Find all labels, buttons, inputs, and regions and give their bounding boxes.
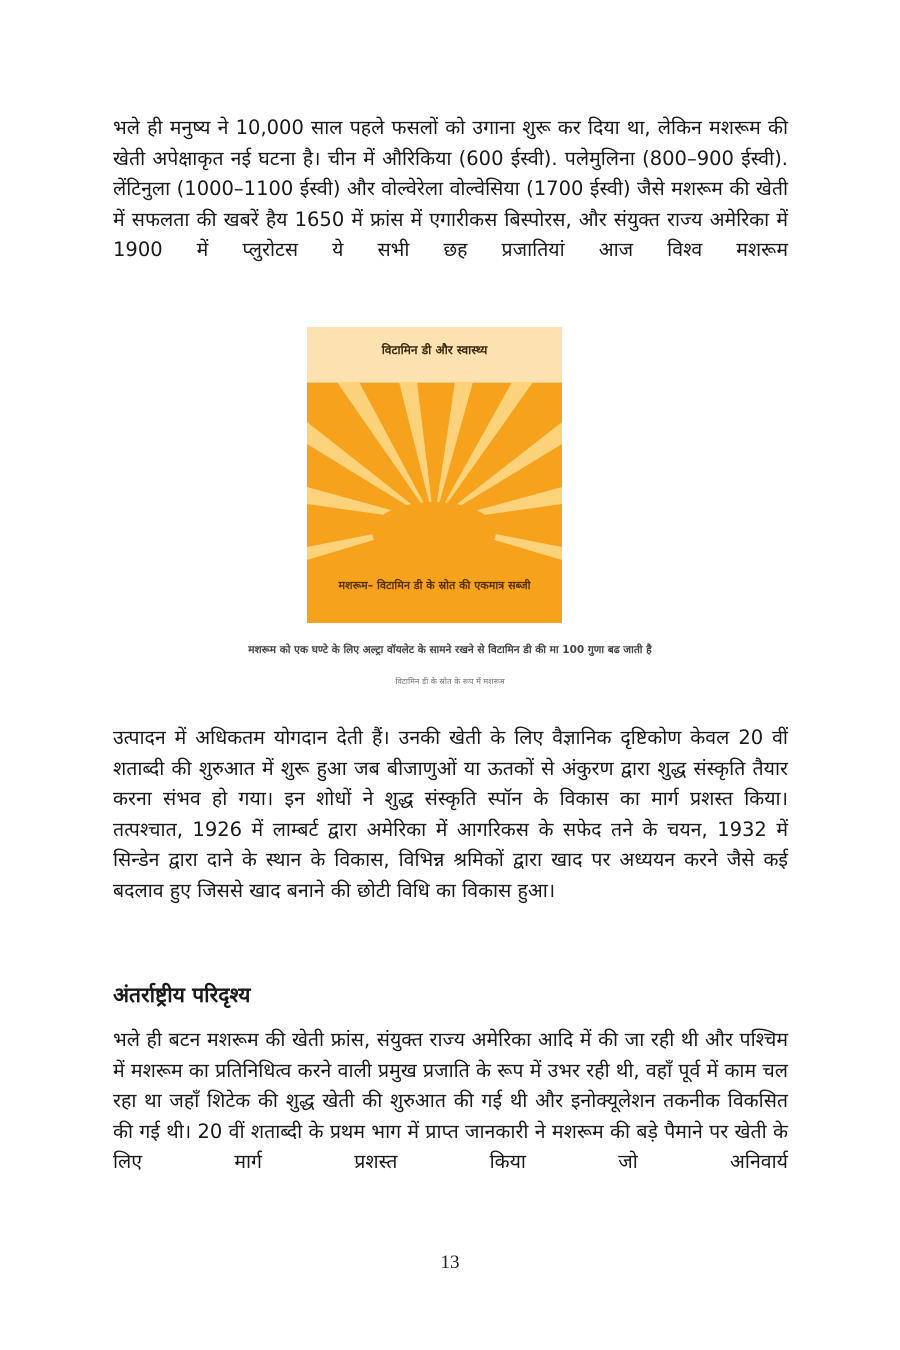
figure-title: विटामिन डी और स्वास्थ्य [381,343,488,357]
figure-inner-caption: मशरूम– विटामिन डी के स्रोत की एकमात्र सब्जी [338,579,531,592]
figure-vitamin-d-poster [307,327,562,623]
paragraph-international: भले ही बटन मशरूम की खेती फ्रांस, संयुक्त राज्य अमेरिका आदि में की जा रही थी और पश्चिम में मशरूम का प्रतिनिधित्व करने वाली प्रमुख प्रजाति के रूप में उभर रही थी, वहाँ पूर्व में काम चल रहा था जहाँ शिटेक की शुद्ध खेती की शुरुआत की गई थी और इनोक्यूलेशन तकनीक विकसित की गई थी। 20 वीं शताब्दी के प्रथम भाग में प्राप्त जानकारी ने मशरूम की बड़े पैमाने पर खेती के लिए मार्ग प्रशस्त किया जो अनिवार्य [113,1028,788,1173]
section-heading: अंतर्राष्ट्रीय परिदृश्य [113,983,251,1007]
figure-caption: मशरूम को एक घण्टे के लिए अल्ट्रा वॉयलेट के सामने रखने से विटामिन डी की मा 100 गुणा बढ जाती है [248,644,652,656]
figure-sub-caption: विटामिन डी के स्रोत के रूप में मशरूम [395,677,505,686]
figure-title-band [307,327,562,383]
page-number: 13 [440,1252,460,1273]
paragraph-intro: भले ही मनुष्य ने 10,000 साल पहले फसलों को उगाना शुरू कर दिया था, लेकिन मशरूम की खेती अपेक्षाकृत नई घटना है। चीन में औरिकिया (600 ईस्वी). पलेमुलिना (800–900 ईस्वी). लेंटिनुला (1000–1100 ईस्वी) और वोल्वेरेला वोल्वेसिया (1700 ईस्वी) जैसे मशरूम की खेती में सफलता की खबरें हैय 1650 में फ्रांस में एगारीकस बिस्पोरस, और संयुक्त राज्य अमेरिका में 1900 में प्लुरोटस ये सभी छह प्रजातियां आज विश्व मशरूम [113,116,788,261]
paragraph-scientific-approach: उत्पादन में अधिकतम योगदान देती हैं। उनकी खेती के लिए वैज्ञानिक दृष्टिकोण केवल 20 वीं शताब्दी की शुरुआत में शुरू हुआ जब बीजाणुओं या ऊतकों से अंकुरण द्वारा शुद्ध संस्कृति तैयार करना संभव हो गया। इन शोधों ने शुद्ध संस्कृति स्पॉन के विकास का मार्ग प्रशस्त किया। तत्पश्चात, 1926 में लाम्बर्ट द्वारा अमेरिका में आगरिकस के सफेद तने के चयन, 1932 में सिन्डेन द्वारा दाने के स्थान के विकास, विभिन्न श्रमिकों द्वारा खाद पर अध्ययन करने जैसे कई बदलाव हुए जिससे खाद बनाने की छोटी विधि का विकास हुआ। [113,726,788,902]
